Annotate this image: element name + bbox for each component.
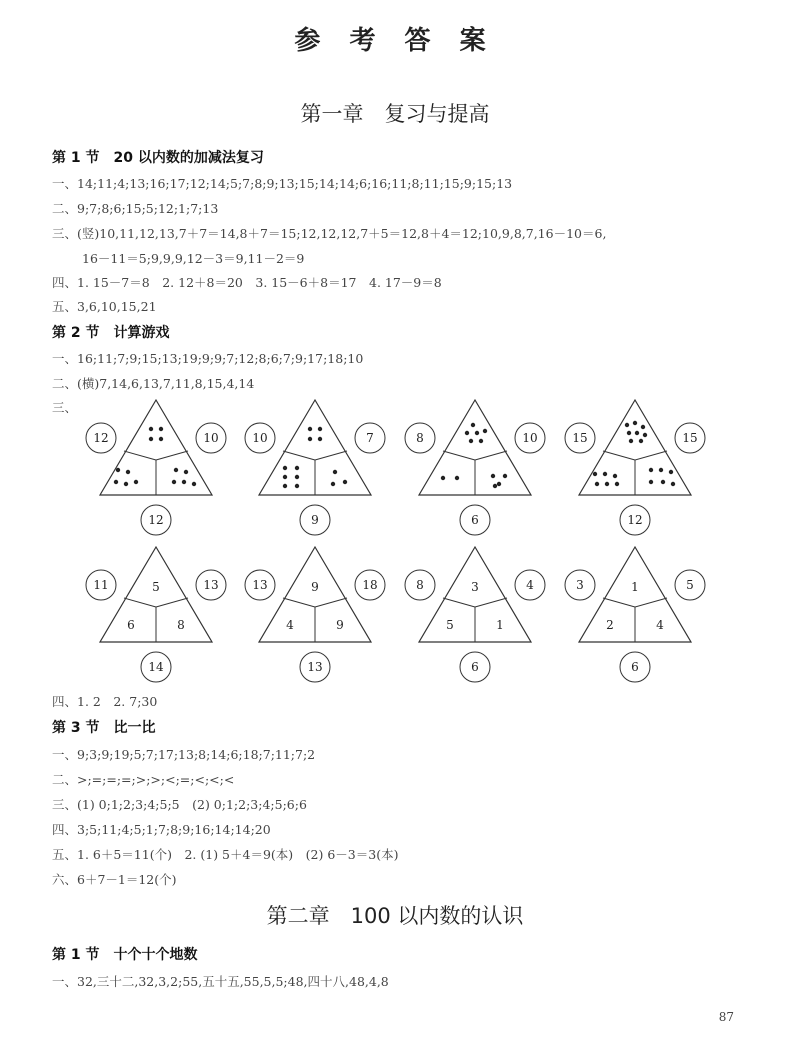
triangle-divider <box>283 451 315 460</box>
triangle-divider <box>635 598 667 607</box>
count-dot <box>471 423 475 427</box>
answer-line: 二、(横)7,14,6,13,7,11,8,15,4,14 <box>52 376 255 391</box>
right-number: 7 <box>366 431 374 445</box>
right-number: 10 <box>203 431 219 445</box>
count-dot <box>134 480 138 484</box>
count-dot <box>639 439 643 443</box>
top-region-number: 3 <box>471 580 479 594</box>
count-dot <box>629 439 633 443</box>
count-dot <box>343 480 347 484</box>
triangle-divider <box>283 598 315 607</box>
count-dot <box>649 468 653 472</box>
section-3-heading: 第 3 节 比一比 <box>52 720 156 736</box>
count-dot <box>603 472 607 476</box>
left-number: 12 <box>93 431 109 445</box>
top-region-number: 5 <box>152 580 160 594</box>
bottom-number: 13 <box>307 660 323 674</box>
count-dot <box>661 480 665 484</box>
count-dot <box>595 482 599 486</box>
right-number: 10 <box>522 431 538 445</box>
count-dot <box>669 470 673 474</box>
bottom-number: 12 <box>148 513 164 527</box>
right-number: 15 <box>682 431 698 445</box>
count-dot <box>182 480 186 484</box>
triangle-divider <box>603 451 635 460</box>
count-dot <box>649 480 653 484</box>
count-dot <box>441 476 445 480</box>
count-dot <box>469 439 473 443</box>
count-dot <box>659 468 663 472</box>
left-number: 13 <box>252 578 268 592</box>
triangle-divider <box>124 598 156 607</box>
answer-line: 一、9;3;9;19;5;7;17;13;8;14;6;18;7;11;7;2 <box>52 747 316 762</box>
answer-line: 二、>;=;=;=;>;>;<;=;<;<;< <box>52 772 235 787</box>
bottom-right-region-number: 9 <box>336 618 344 632</box>
count-dot <box>283 484 287 488</box>
count-dot <box>114 480 118 484</box>
bottom-right-region-number: 8 <box>177 618 185 632</box>
section-2-heading: 第 2 节 计算游戏 <box>52 325 170 341</box>
answer-line: 三、 <box>52 400 78 415</box>
left-number: 8 <box>416 578 424 592</box>
right-number: 18 <box>362 578 378 592</box>
count-dot <box>483 429 487 433</box>
count-dot <box>605 482 609 486</box>
chapter-2-title: 第二章 100 以内数的认识 <box>266 904 524 928</box>
count-dot <box>615 482 619 486</box>
count-dot <box>174 468 178 472</box>
right-number: 4 <box>526 578 534 592</box>
triangle-divider <box>315 451 347 460</box>
count-dot <box>318 437 322 441</box>
count-dot <box>613 474 617 478</box>
bottom-left-region-number: 6 <box>127 618 135 632</box>
count-dot <box>116 468 120 472</box>
left-number: 10 <box>252 431 268 445</box>
count-dot <box>149 427 153 431</box>
count-dot <box>493 484 497 488</box>
triangle-divider <box>315 598 347 607</box>
answer-line: 三、(1) 0;1;2;3;4;5;5 (2) 0;1;2;3;4;5;6;6 <box>52 797 307 812</box>
answer-line: 五、1. 6＋5＝11(个) 2. (1) 5＋4＝9(本) (2) 6－3＝3(本) <box>52 847 399 862</box>
count-dot <box>331 482 335 486</box>
triangle-divider <box>475 598 507 607</box>
bottom-number: 14 <box>148 660 164 674</box>
count-dot <box>641 425 645 429</box>
left-number: 8 <box>416 431 424 445</box>
count-dot <box>283 475 287 479</box>
triangle-divider <box>156 451 188 460</box>
count-dot <box>295 484 299 488</box>
count-dot <box>625 423 629 427</box>
answer-line: 一、16;11;7;9;15;13;19;9;9;7;12;8;6;7;9;17;18;10 <box>52 351 364 366</box>
count-dot <box>455 476 459 480</box>
count-dot <box>126 470 130 474</box>
count-dot <box>308 427 312 431</box>
count-dot <box>635 431 639 435</box>
count-dot <box>149 437 153 441</box>
answer-line: 一、14;11;4;13;16;17;12;14;5;7;8;9;13;15;14;14;6;16;11;8;11;15;9;15;13 <box>52 176 513 191</box>
count-dot <box>283 466 287 470</box>
count-dot <box>497 482 501 486</box>
count-dot <box>192 482 196 486</box>
answer-line: 四、3;5;11;4;5;1;7;8;9;16;14;14;20 <box>52 822 271 837</box>
bottom-number: 6 <box>631 660 639 674</box>
count-dot <box>318 427 322 431</box>
answer-line: 二、9;7;8;6;15;5;12;1;7;13 <box>52 201 219 216</box>
triangle-divider <box>635 451 667 460</box>
section-1-heading: 第 1 节 20 以内数的加减法复习 <box>52 150 264 166</box>
count-dot <box>671 482 675 486</box>
count-dot <box>333 470 337 474</box>
count-dot <box>479 439 483 443</box>
bottom-number: 6 <box>471 660 479 674</box>
answer-line: 一、32,三十二,32,3,2;55,五十五,55,5,5;48,四十八,48,4,8 <box>52 974 389 989</box>
count-dot <box>627 431 631 435</box>
bottom-number: 12 <box>627 513 643 527</box>
count-dot <box>159 427 163 431</box>
answer-line: 16－11＝5;9,9,9,12－3＝9,11－2＝9 <box>82 251 305 266</box>
count-dot <box>295 475 299 479</box>
count-dot <box>308 437 312 441</box>
count-dot <box>593 472 597 476</box>
count-dot <box>172 480 176 484</box>
count-dot <box>503 474 507 478</box>
left-number: 11 <box>93 578 109 592</box>
triangle-divider <box>443 598 475 607</box>
count-dot <box>633 421 637 425</box>
count-dot <box>159 437 163 441</box>
chapter-2-section-1-heading: 第 1 节 十个十个地数 <box>52 947 198 963</box>
answer-line: 三、(竖)10,11,12,13,7＋7＝14,8＋7＝15;12,12,12,7＋5＝12,8＋4＝12;10,9,8,7,16－10＝6, <box>52 226 607 241</box>
count-dot <box>643 433 647 437</box>
page-title: 参 考 答 案 <box>294 26 496 56</box>
count-dot <box>465 431 469 435</box>
bottom-left-region-number: 2 <box>606 618 614 632</box>
bottom-number: 9 <box>311 513 319 527</box>
bottom-number: 6 <box>471 513 479 527</box>
triangle-divider <box>156 598 188 607</box>
top-region-number: 1 <box>631 580 639 594</box>
triangle-divider <box>475 451 507 460</box>
count-dot <box>295 466 299 470</box>
answer-line: 六、6＋7－1＝12(个) <box>52 872 177 887</box>
triangle-divider <box>443 451 475 460</box>
answer-line: 四、1. 2 2. 7;30 <box>52 694 158 709</box>
triangle-divider <box>603 598 635 607</box>
right-number: 5 <box>686 578 694 592</box>
bottom-left-region-number: 5 <box>446 618 454 632</box>
page-number: 87 <box>718 1010 734 1024</box>
count-dot <box>184 470 188 474</box>
triangle-divider <box>124 451 156 460</box>
bottom-right-region-number: 4 <box>656 618 664 632</box>
bottom-right-region-number: 1 <box>496 618 504 632</box>
chapter-1-title: 第一章 复习与提高 <box>300 102 490 126</box>
right-number: 13 <box>203 578 219 592</box>
left-number: 3 <box>576 578 584 592</box>
bottom-left-region-number: 4 <box>286 618 294 632</box>
count-dot <box>124 482 128 486</box>
answer-line: 四、1. 15－7＝8 2. 12＋8＝20 3. 15－6＋8＝17 4. 17－9＝8 <box>52 275 442 290</box>
left-number: 15 <box>572 431 588 445</box>
top-region-number: 9 <box>311 580 319 594</box>
count-dot <box>475 431 479 435</box>
count-dot <box>491 474 495 478</box>
answer-line: 五、3,6,10,15,21 <box>52 299 157 314</box>
